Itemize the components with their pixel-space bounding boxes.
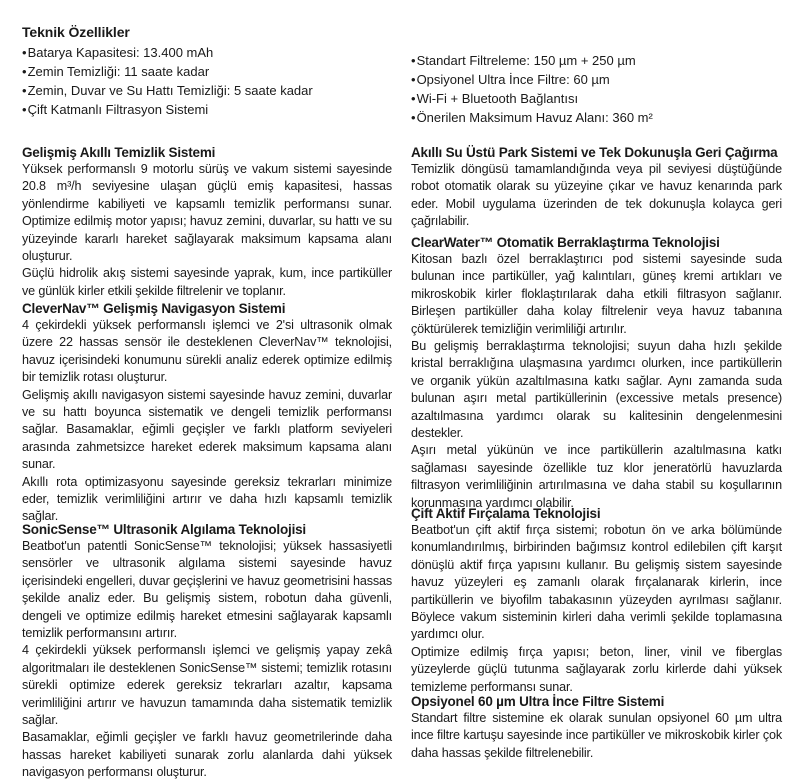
specs-title: Teknik Özellikler (22, 24, 130, 40)
section-paragraph: 4 çekirdekli yüksek performanslı işlemci ve gelişmiş yapay zekâ algoritmaları ile desteklenen SonicSense™ sistemi; temizlik rotasını sürekli optimize ederek gereksiz tekrarları azaltır, kapsama verimliliğini artırır ve havuzun tamamında daha sistematik temizlik sağlar. (22, 643, 392, 728)
section-clearwater (411, 234, 782, 512)
section-title: SonicSense™ Ultrasonik Algılama Teknolojisi (22, 522, 306, 537)
section-sonicsense (22, 521, 392, 782)
spec-item: • Zemin Temizliği: 11 saate kadar (22, 62, 313, 81)
section-paragraph: Gelişmiş akıllı navigasyon sistemi sayesinde havuz zemini, duvarlar ve su hattı boyunca sistematik ve dengeli temizlik performansı sağlar. Basamaklar, eğimli geçişler ve farklı platform seviyeleri arasında zahmetsizce hareket ederek maksimum kapsama alanı sunar. (22, 387, 392, 472)
section-dual-brush (411, 505, 782, 696)
section-paragraph: Beatbot'un çift aktif fırça sistemi; robotun ön ve arka bölümünde konumlandırılmış, birbirinden bağımsız kontrol edilebilen çift karşıt dönüşlü aktif fırça yapısını kullanır. Bu gelişmiş sistem sayesinde havuz yüzeyleri eş zamanlı olarak fırçalanarak kirlerin, ince partiküllerin ve biyofilm tabakasının yüzeyden ayrılması sağlanır. Böylece vakum sisteminin kirleri daha verimli şekilde toplamasına yardımcı olur. (411, 523, 782, 642)
section-paragraph: Yüksek performanslı 9 motorlu sürüş ve vakum sistemi sayesinde 20.8 m³/h seviyesine ulaşan güçlü emiş kapasitesi, hassas yönlendirme kabiliyeti ve kapsamlı temizlik performansı sunar. Optimize edilmiş motor yapısı; havuz zemini, duvarlar, su hattı ve su yüzeyinde kararlı hareket sağlayarak maksimum kapsama alanı oluşturur. (22, 162, 392, 264)
section-smart-cleaning (22, 144, 392, 300)
spec-item: • Çift Katmanlı Filtrasyon Sistemi (22, 100, 313, 119)
spec-item: • Önerilen Maksimum Havuz Alanı: 360 m² (411, 108, 653, 127)
spec-item: • Standart Filtreleme: 150 µm + 250 µm (411, 51, 653, 70)
section-paragraph: Basamaklar, eğimli geçişler ve farklı havuz geometrilerinde daha hassas hareket kabiliyeti sunarak zorlu alanlarda dahi yüksek navigasyon performansı oluşturur. (22, 730, 392, 780)
section-paragraph: Optimize edilmiş fırça yapısı; beton, liner, vinil ve fiberglas yüzeylerde güçlü tutunma sağlayarak zorlu kirlerde dahi yüksek temizleme performansı sunar. (411, 644, 782, 694)
section-title: ClearWater™ Otomatik Berraklaştırma Teknolojisi (411, 235, 720, 250)
section-paragraph: Beatbot'un patentli SonicSense™ teknolojisi; yüksek hassasiyetli sensörler ve ultrasonik algılama sistemi sayesinde havuz içerisindeki engelleri, duvar geçişlerini ve havuz geometrisini hassas şekilde analiz eder. Bu gelişmiş sistem, robotun daha güvenli, dengeli ve optimize edilmiş hareket etmesini sağlayarak kapsamlı temizlik performansını artırır. (22, 539, 392, 641)
spec-item: • Opsiyonel Ultra İnce Filtre: 60 µm (411, 70, 653, 89)
section-title: Çift Aktif Fırçalama Teknolojisi (411, 506, 601, 521)
section-paragraph: 4 çekirdekli yüksek performanslı işlemci ve 2'si ultrasonik olmak üzere 22 hassas sensör ile desteklenen CleverNav™ teknolojisi, havuz içerisindeki konumunu sürekli analiz ederek optimize edilmiş bir temizlik rotası oluşturur. (22, 318, 392, 385)
section-paragraph: Aşırı metal yükünün ve ince partiküllerin azaltılmasına katkı sağlaması sayesinde özellikle tuz klor jeneratörlü havuzlarda filtrasyon verimliliğinin artırılmasına ve daha stabil su koşullarının korunmasına yardımcı olabilir. (411, 443, 782, 510)
section-surface-parking (411, 144, 782, 231)
section-paragraph: Standart filtre sistemine ek olarak sunulan opsiyonel 60 µm ultra ince filtre kartuşu sayesinde ince partiküller ve mikroskobik kirler çok daha hassas şekilde filtrelenebilir. (411, 711, 782, 760)
section-title: Gelişmiş Akıllı Temizlik Sistemi (22, 145, 216, 160)
spec-item: • Batarya Kapasitesi: 13.400 mAh (22, 43, 313, 62)
spec-item: • Zemin, Duvar ve Su Hattı Temizliği: 5 saate kadar (22, 81, 313, 100)
section-title: CleverNav™ Gelişmiş Navigasyon Sistemi (22, 301, 286, 316)
section-paragraph: Kitosan bazlı özel berraklaştırıcı pod sistemi sayesinde suda bulunan ince partiküller, yağ kalıntıları, güneş kremi artıkları ve mikroskobik kirler floklaştırılarak daha etkili filtrasyon sağlanır. Birleşen partiküller daha kolay filtrelenir veya havuz tabanına çöktürülerek temizliğin verimliliği artırılır. (411, 252, 782, 336)
section-paragraph: Güçlü hidrolik akış sistemi sayesinde yaprak, kum, ince partiküller ve günlük kirler etkili şekilde filtrelenir ve toplanır. (22, 266, 392, 298)
section-paragraph: Bu gelişmiş berraklaştırma teknolojisi; suyun daha hızlı şekilde kristal berraklığına ulaşmasına yardımcı olurken, ince partiküllerin ve organik yükün azaltılmasına katkı sağlar. Aynı zamanda suda bulunan aşırı metal partiküllerinin (excessive metals presence) azaltılmasına yardımcı olarak su kalitesinin dengelenmesini destekler. (411, 339, 782, 441)
section-paragraph: Temizlik döngüsü tamamlandığında veya pil seviyesi düştüğünde robot otomatik olarak su yüzeyine çıkar ve havuz kenarında park eder. Mobil uygulama üzerinden de tek dokunuşla kolayca geri çağrılabilir. (411, 162, 782, 229)
section-paragraph: Akıllı rota optimizasyonu sayesinde gereksiz tekrarları minimize eder, temizlik verimliliğini artırır ve daha hızlı kapsamlı temizlik sağlar. (22, 474, 392, 524)
section-title: Akıllı Su Üstü Park Sistemi ve Tek Dokunuşla Geri Çağırma (411, 145, 778, 160)
section-ultra-fine-filter (411, 693, 782, 762)
spec-item: • Wi-Fi + Bluetooth Bağlantısı (411, 89, 653, 108)
specs-list-left (22, 43, 313, 119)
specs-list-right (411, 51, 653, 127)
section-title: Opsiyonel 60 µm Ultra İnce Filtre Sistemi (411, 694, 665, 709)
section-clevernav (22, 300, 392, 526)
